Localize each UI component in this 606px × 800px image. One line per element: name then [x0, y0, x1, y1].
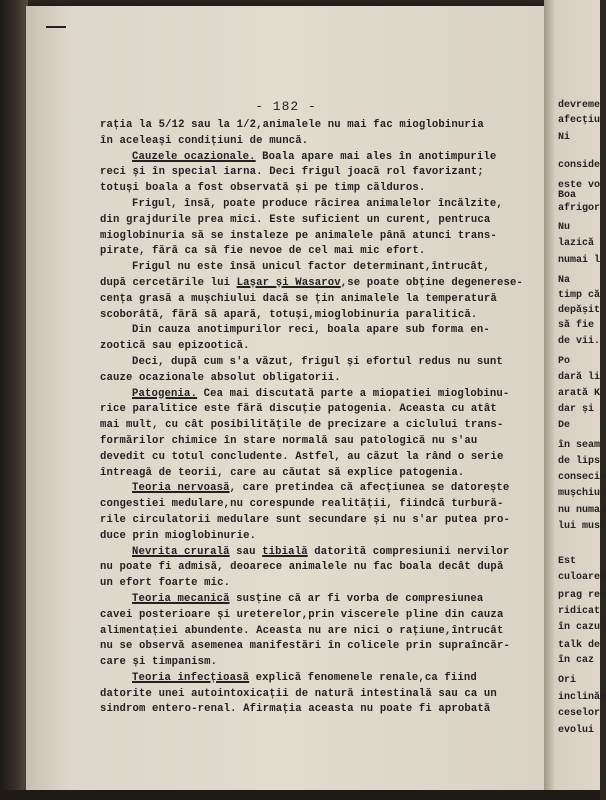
- text-line: [100, 434, 530, 450]
- text-line: [100, 308, 530, 324]
- line-text: sau: [229, 545, 263, 558]
- book-binding-shadow: [0, 0, 28, 800]
- facing-page-text: Nu: [558, 222, 571, 233]
- text-line: [100, 418, 530, 434]
- underlined-text: tibială: [262, 545, 308, 558]
- text-line: [100, 402, 530, 418]
- text-line: [100, 150, 530, 166]
- facing-page-text: este vo: [558, 180, 601, 191]
- page-number: - 182 -: [255, 99, 317, 114]
- facing-page-text: evolui: [558, 725, 595, 736]
- line-text: întreagă de teorii, care au căutat să explice patogenia.: [100, 466, 465, 479]
- line-text: un efort foarte mic.: [100, 577, 231, 590]
- text-line: [100, 229, 530, 245]
- line-text: Deci, după cum s'a văzut, frigul și efortul redus nu sunt: [132, 355, 503, 368]
- line-text: rice paralitice este fără discuție patogenia. Aceasta cu atât: [100, 403, 497, 416]
- line-text: ,se poate obține degenerese-: [340, 276, 523, 289]
- text-line: [100, 655, 530, 671]
- line-text: Frigul nu este însă unicul factor determinant,întrucât,: [132, 261, 490, 274]
- text-line: [100, 355, 530, 371]
- text-line: [100, 702, 530, 718]
- text-line: [100, 260, 530, 276]
- line-text: Din cauza anotimpurilor reci, boala apare sub forma en-: [132, 324, 490, 337]
- facing-page-text: talk de: [558, 640, 601, 651]
- underlined-text: Patogenia.: [132, 387, 198, 400]
- line-text: cența grasă a mușchiului dacă se țin animalele la temperatură: [100, 292, 497, 305]
- underlined-text: Nevrita crurală: [132, 545, 230, 558]
- line-text: rile circulatorii medulare sunt secundare și nu s'ar putea pro-: [100, 513, 510, 526]
- line-text: rația la 5/12 sau la 1/2,animalele nu mai fac mioglobinuria: [100, 119, 484, 131]
- line-text: mai mult, cu cât posibilitățile de precizare a ciclului trans-: [100, 419, 504, 432]
- line-text: sindrom entero-renal. Afirmația aceasta nu poate fi aprobată: [100, 703, 491, 716]
- facing-page-text: nu numai: [558, 505, 606, 516]
- text-line: [100, 213, 530, 229]
- line-text: zootică sau epizootică.: [100, 340, 250, 353]
- facing-page-text: mușchiul: [558, 488, 606, 499]
- line-text: Cea mai discutată parte a miopatiei mioglobinu-: [197, 387, 510, 400]
- text-line: [100, 276, 530, 292]
- underlined-text: Teoria nervoasă: [132, 482, 230, 495]
- line-text: după cercetările lui: [100, 276, 237, 289]
- facing-page-text: dar și: [558, 404, 595, 415]
- line-text: explică fenomenele renale,ca fiind: [249, 671, 477, 684]
- facing-page-text: în seam: [558, 440, 601, 451]
- line-text: congestiei medulare,nu corespunde realității, fiindcă turbură-: [100, 498, 504, 511]
- line-text: Frigul, însă, poate produce răcirea animalelor încălzite,: [132, 197, 503, 210]
- facing-page-text: culoarea: [558, 572, 606, 583]
- line-text: din grajdurile prea mici. Este suficient un curent, pentruca: [100, 213, 491, 226]
- facing-page-text: dară li: [558, 372, 601, 383]
- text-line: [100, 181, 530, 197]
- bottom-edge: [0, 790, 600, 800]
- body-text: [100, 118, 530, 718]
- facing-page-text: lazică: [558, 238, 595, 249]
- text-line: [100, 639, 530, 655]
- line-text: alimentației abundente. Aceasta nu are nici o rațiune,întrucât: [100, 624, 504, 637]
- line-text: mioglobinuria să se instaleze pe animalele până atunci trans-: [100, 229, 497, 242]
- text-line: [100, 339, 530, 355]
- text-line: [100, 529, 530, 545]
- text-line: [100, 118, 530, 134]
- text-line: [100, 371, 530, 387]
- line-text: duce prin mioglobinurie.: [100, 529, 257, 542]
- text-line: [100, 323, 530, 339]
- text-line: [100, 608, 530, 624]
- facing-page-text: Ori: [558, 675, 577, 686]
- text-line: [100, 576, 530, 592]
- line-text: cavei posterioare și ureterelor,prin viscerele pline din cauza: [100, 608, 504, 621]
- facing-page-text: de lips: [558, 456, 601, 467]
- text-line: [100, 387, 530, 403]
- text-line: [100, 466, 530, 482]
- text-line: [100, 165, 530, 181]
- underlined-text: Teoria mecanică: [132, 592, 230, 605]
- line-text: în aceleași condițiuni de muncă.: [100, 134, 309, 147]
- facing-page-text: lui musc: [558, 521, 606, 532]
- line-text: Boala apare mai ales în anotimpurile: [255, 150, 497, 163]
- line-text: datorită compresiunii nervilor: [307, 545, 510, 558]
- facing-page-text: arată K: [558, 388, 601, 399]
- line-text: totuși boala a fost observată și pe timp călduros.: [100, 182, 426, 195]
- facing-page-text: ceselor: [558, 708, 601, 719]
- facing-page-text: afrigor: [558, 203, 601, 214]
- margin-mark: [46, 26, 66, 28]
- facing-page-text: Na: [558, 275, 571, 286]
- facing-page-text: afecțiu: [558, 115, 601, 126]
- facing-page-text: devreme: [558, 100, 601, 111]
- underlined-text: Cauzele ocazionale.: [132, 150, 256, 163]
- facing-page-text: să fie: [558, 320, 595, 331]
- facing-page-text: Ni: [558, 132, 571, 143]
- line-text: care și timpanism.: [100, 656, 218, 669]
- facing-page-text: Est: [558, 556, 577, 567]
- facing-page-text: inclinăm: [558, 692, 606, 703]
- text-line: [100, 624, 530, 640]
- text-line: [100, 592, 530, 608]
- text-line: [100, 244, 530, 260]
- facing-page-text: în caz: [558, 655, 595, 666]
- facing-page-text: prag ren: [558, 590, 606, 601]
- text-line: [100, 497, 530, 513]
- line-text: nu se observă asemenea manifestări în colicele prin supraîncăr-: [100, 640, 510, 653]
- text-line: [100, 450, 530, 466]
- line-text: susține că ar fi vorba de compresiunea: [229, 592, 484, 605]
- text-line: [100, 134, 530, 150]
- text-line: [100, 292, 530, 308]
- text-line: [100, 513, 530, 529]
- text-line: [100, 560, 530, 576]
- line-text: nu poate fi admisă, deoarece animalele nu fac boala decât după: [100, 561, 504, 574]
- line-text: , care pretindea că afecțiunea se datorește: [229, 482, 510, 495]
- text-line: [100, 687, 530, 703]
- line-text: datorite unei autointoxicații de natură intestinală sau ca un: [100, 687, 497, 700]
- line-text: devedit cu totul concludente. Astfel, au căzut la rând o serie: [100, 450, 504, 463]
- underlined-text: Lașar și Wasarov: [236, 276, 341, 289]
- text-line: [100, 197, 530, 213]
- facing-page-text: de vii.: [558, 336, 601, 347]
- facing-page-text: timp că: [558, 290, 601, 301]
- facing-page-text: De: [558, 420, 571, 431]
- line-text: formărilor chimice în stare normală sau patologică nu s'au: [100, 434, 478, 447]
- underlined-text: Teoria infecțioasă: [132, 671, 250, 684]
- line-text: scoborâtă, fără să apară, totuși,mioglobinuria paralitică.: [100, 308, 478, 321]
- text-line: [100, 671, 530, 687]
- text-line: [100, 481, 530, 497]
- document-page: [26, 6, 546, 796]
- text-line: [100, 545, 530, 561]
- facing-page-fragment: [544, 0, 606, 800]
- facing-page-text: conside: [558, 160, 601, 171]
- line-text: pirate, fără ca să fie nevoe de cel mai mic efort.: [100, 245, 426, 258]
- facing-page-text: ridicat: [558, 606, 601, 617]
- facing-page-text: depășit: [558, 305, 601, 316]
- facing-page-text: consecin: [558, 472, 606, 483]
- facing-page-text: numai l: [558, 255, 601, 266]
- facing-page-text: în cazul: [558, 622, 606, 633]
- line-text: cauze ocazionale absolut obligatorii.: [100, 371, 341, 384]
- facing-page-text: Po: [558, 356, 571, 367]
- facing-page-text: Boa: [558, 190, 577, 201]
- line-text: reci și în special iarna. Deci frigul joacă rol favorizant;: [100, 166, 484, 179]
